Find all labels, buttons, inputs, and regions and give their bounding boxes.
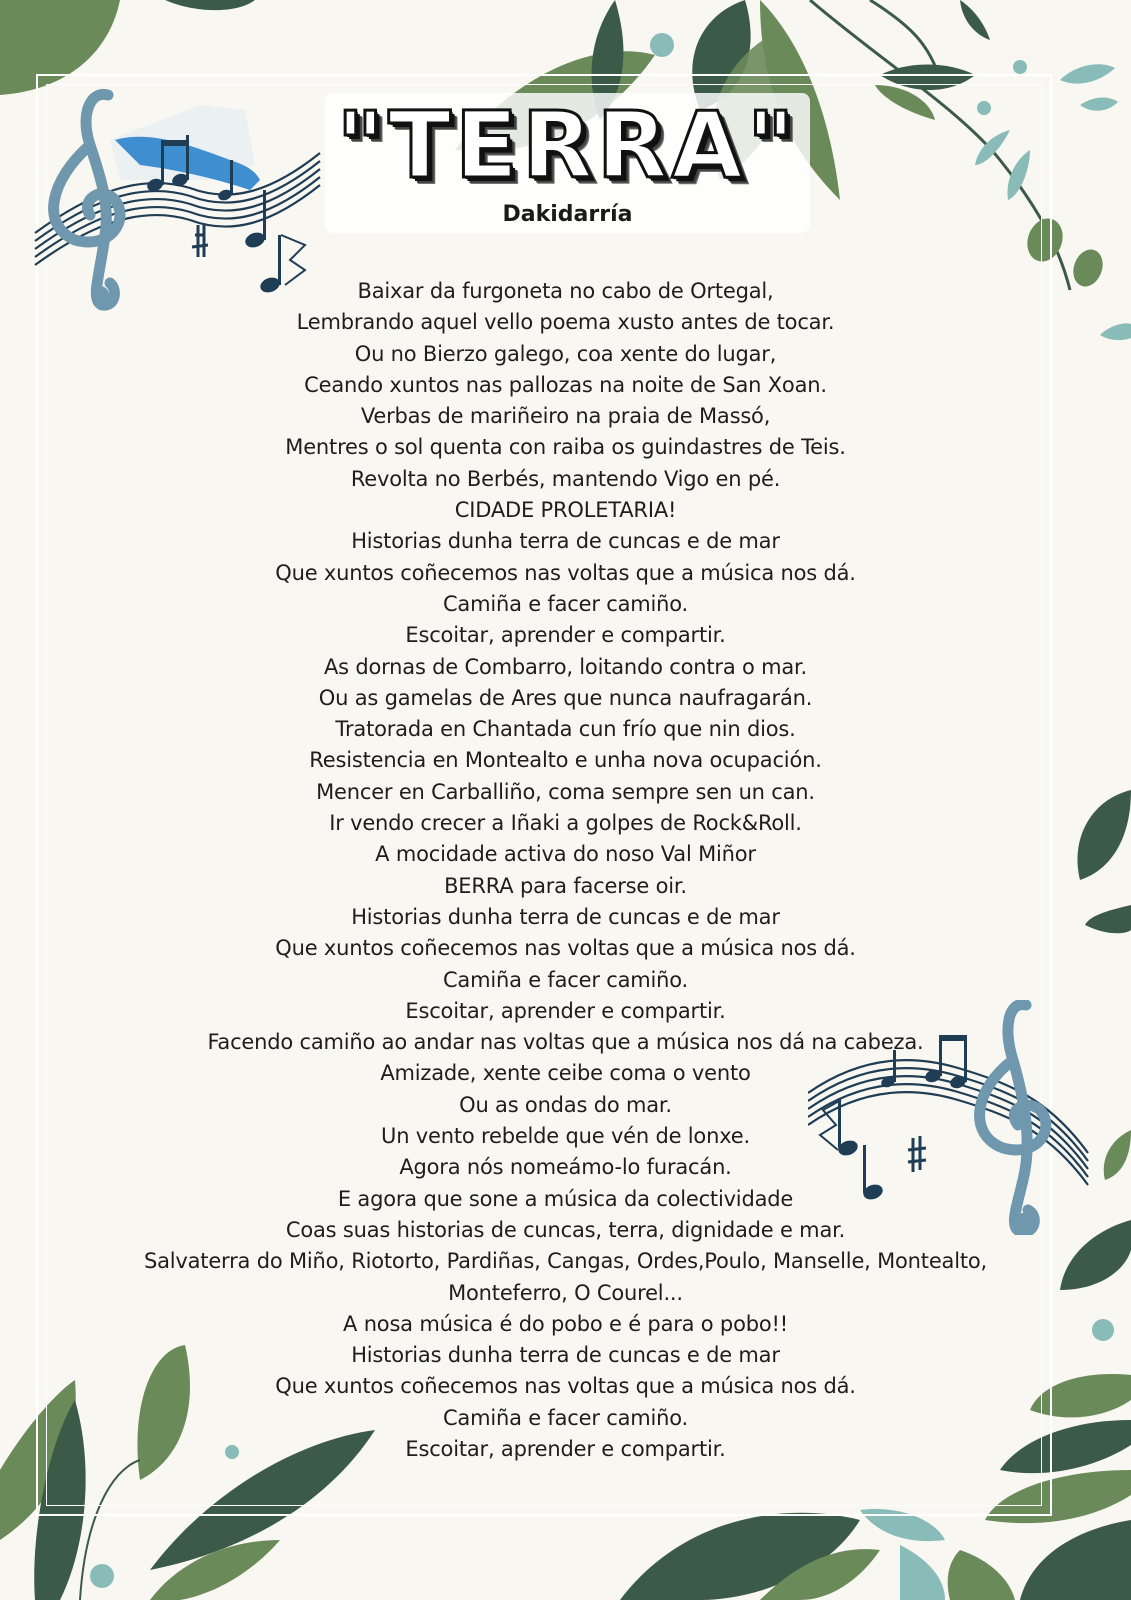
artist-name: Dakidarría [502, 202, 633, 227]
lyric-line: Amizade, xente ceibe coma o vento [380, 1061, 751, 1086]
lyric-line: Camiña e facer camiño. [442, 591, 689, 616]
lyric-line: Escoitar, aprender e compartir. [405, 623, 726, 648]
lyric-line: Camiña e facer camiño. [442, 967, 689, 992]
lyric-line: Coas suas historias de cuncas, terra, dignidade e mar. [285, 1217, 846, 1242]
lyric-line: Historias dunha terra de cuncas e de mar [351, 1343, 780, 1368]
lyric-line: E agora que sone a música da colectividade [337, 1186, 794, 1211]
lyric-line: Que xuntos coñecemos nas voltas que a música nos dá. [275, 1374, 856, 1399]
lyric-line: Escoitar, aprender e compartir. [405, 998, 726, 1023]
lyric-line: BERRA para facerse oir. [444, 873, 687, 898]
lyric-line: Mentres o sol quenta con raiba os guindastres de Teis. [285, 435, 846, 460]
lyric-line: Que xuntos coñecemos nas voltas que a música nos dá. [275, 936, 856, 961]
lyric-line: Verbas de mariñeiro na praia de Massó, [360, 404, 771, 429]
lyric-line: Historias dunha terra de cuncas e de mar [351, 529, 780, 554]
lyric-line: Agora nós nomeámo-lo furacán. [399, 1155, 732, 1180]
song-title: "TERRA" [336, 92, 799, 199]
lyric-line: Monteferro, O Courel... [448, 1280, 683, 1305]
lyric-line: Escoitar, aprender e compartir. [405, 1436, 726, 1461]
lyric-line: Ou as gamelas de Ares que nunca naufragarán. [318, 685, 813, 710]
lyric-line: CIDADE PROLETARIA! [454, 498, 677, 523]
lyric-line: Baixar da furgoneta no cabo de Ortegal, [357, 279, 774, 303]
lyric-line: Lembrando aquel vello poema xusto antes de tocar. [296, 310, 835, 335]
lyric-line: Historias dunha terra de cuncas e de mar [351, 904, 780, 929]
lyric-line: Ou no Bierzo galego, coa xente do lugar, [354, 341, 777, 366]
lyric-line: Resistencia en Montealto e unha nova ocupación. [309, 748, 822, 773]
lyric-line: Ou as ondas do mar. [459, 1092, 672, 1117]
lyric-line: Revolta no Berbés, mantendo Vigo en pé. [350, 466, 781, 491]
lyric-line: Un vento rebelde que vén de lonxe. [381, 1124, 750, 1149]
lyric-line: As dornas de Combarro, loitando contra o mar. [323, 654, 808, 679]
lyric-line: Camiña e facer camiño. [442, 1405, 689, 1430]
lyric-line: Ceando xuntos nas pallozas na noite de San Xoan. [304, 372, 827, 397]
lyric-line: Ir vendo crecer a Iñaki a golpes de Rock&Roll. [329, 811, 802, 836]
lyric-line: Mencer en Carballiño, coma sempre sen un can. [316, 779, 815, 804]
lyric-line: Que xuntos coñecemos nas voltas que a música nos dá. [275, 560, 856, 585]
lyric-line: Salvaterra do Miño, Riotorto, Pardiñas, Cangas, Ordes,Poulo, Manselle, Montealto, [143, 1249, 988, 1274]
lyrics-list [110, 276, 1021, 1465]
lyric-line: Facendo camiño ao andar nas voltas que a música nos dá na cabeza. [207, 1030, 924, 1055]
lyric-line: A mocidade activa do noso Val Miñor [375, 842, 756, 867]
lyric-line: A nosa música é do pobo e é para o pobo!! [343, 1311, 788, 1336]
lyric-line: Tratorada en Chantada cun frío que nin dios. [335, 717, 796, 742]
